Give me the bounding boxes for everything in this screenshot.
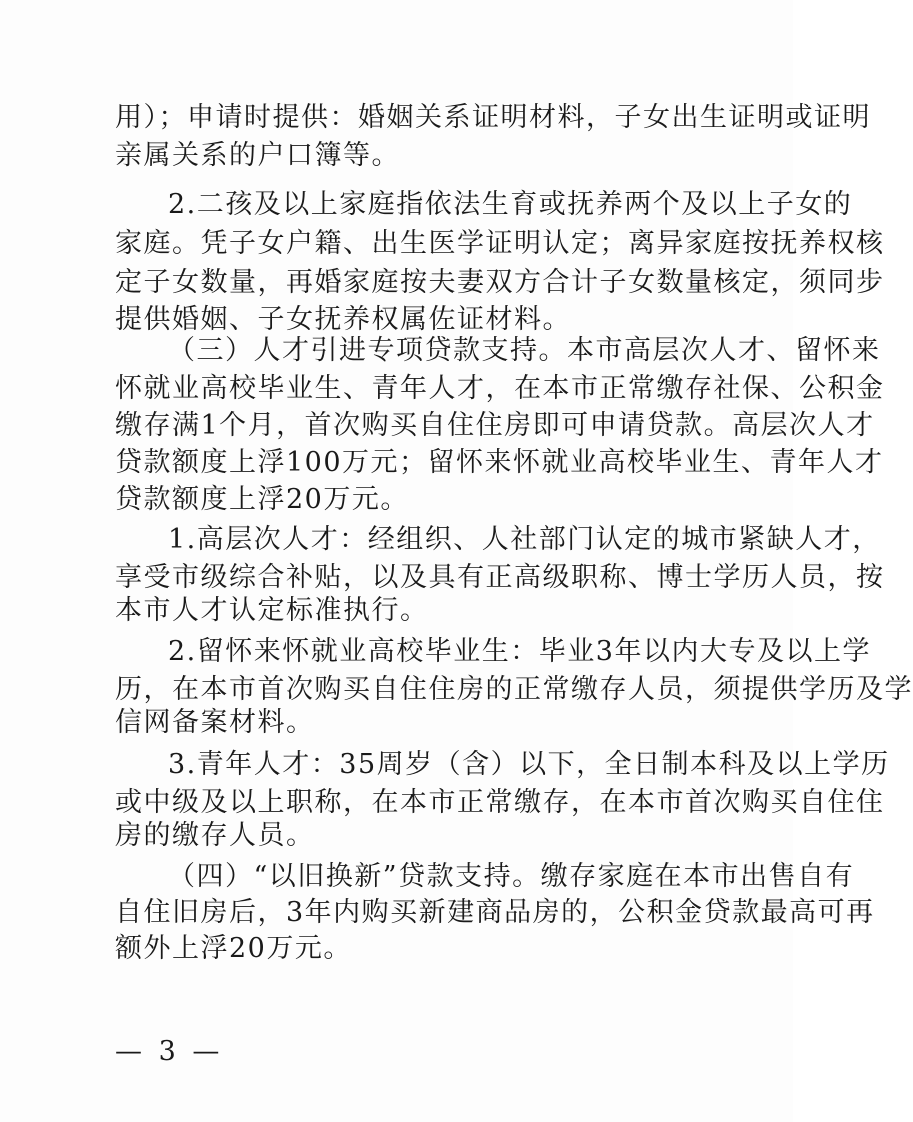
text-line: 自住旧房后，3年内购买新建商品房的，公积金贷款最高可再 bbox=[115, 897, 875, 928]
text-line: 额外上浮20万元。 bbox=[115, 933, 352, 964]
text-line: （四）“以旧换新”贷款支持。缴存家庭在本市出售自有 bbox=[168, 861, 855, 892]
text-line: 用）；申请时提供：婚姻关系证明材料，子女出生证明或证明 bbox=[115, 102, 871, 133]
text-line: 贷款额度上浮100万元；留怀来怀就业高校毕业生、青年人才 bbox=[115, 447, 884, 478]
text-line: 2.二孩及以上家庭指依法生育或抚养两个及以上子女的 bbox=[168, 189, 853, 220]
text-line: 1.高层次人才：经组织、人社部门认定的城市紧缺人才， bbox=[168, 524, 881, 555]
text-line: 享受市级综合补贴，以及具有正高级职称、博士学历人员，按 bbox=[115, 562, 885, 593]
text-line: 或中级及以上职称，在本市正常缴存，在本市首次购买自住住 bbox=[115, 787, 885, 818]
text-line: 提供婚姻、子女抚养权属佐证材料。 bbox=[115, 304, 571, 335]
text-line: 家庭。凭子女户籍、出生医学证明认定；离异家庭按抚养权核 bbox=[115, 228, 885, 259]
text-line: 定子女数量，再婚家庭按夫妻双方合计子女数量核定，须同步 bbox=[115, 267, 885, 298]
text-line: 怀就业高校毕业生、青年人才，在本市正常缴存社保、公积金 bbox=[115, 373, 885, 404]
text-line: 2.留怀来怀就业高校毕业生：毕业3年以内大专及以上学 bbox=[168, 636, 871, 667]
text-line: 房的缴存人员。 bbox=[115, 820, 315, 851]
text-line: 3.青年人才：35周岁（含）以下，全日制本科及以上学历 bbox=[168, 749, 890, 780]
text-line: 本市人才认定标准执行。 bbox=[115, 595, 429, 626]
text-line: 历，在本市首次购买自住住房的正常缴存人员，须提供学历及学 bbox=[115, 674, 913, 705]
page-number: — 3 — bbox=[115, 1036, 224, 1067]
text-line: 亲属关系的户口簿等。 bbox=[115, 140, 400, 171]
text-line: 贷款额度上浮20万元。 bbox=[115, 484, 409, 515]
text-line: 缴存满1个月，首次购买自住住房即可申请贷款。高层次人才 bbox=[115, 410, 875, 441]
text-line: 信网备案材料。 bbox=[115, 707, 315, 738]
text-line: （三）人才引进专项贷款支持。本市高层次人才、留怀来 bbox=[168, 335, 881, 366]
